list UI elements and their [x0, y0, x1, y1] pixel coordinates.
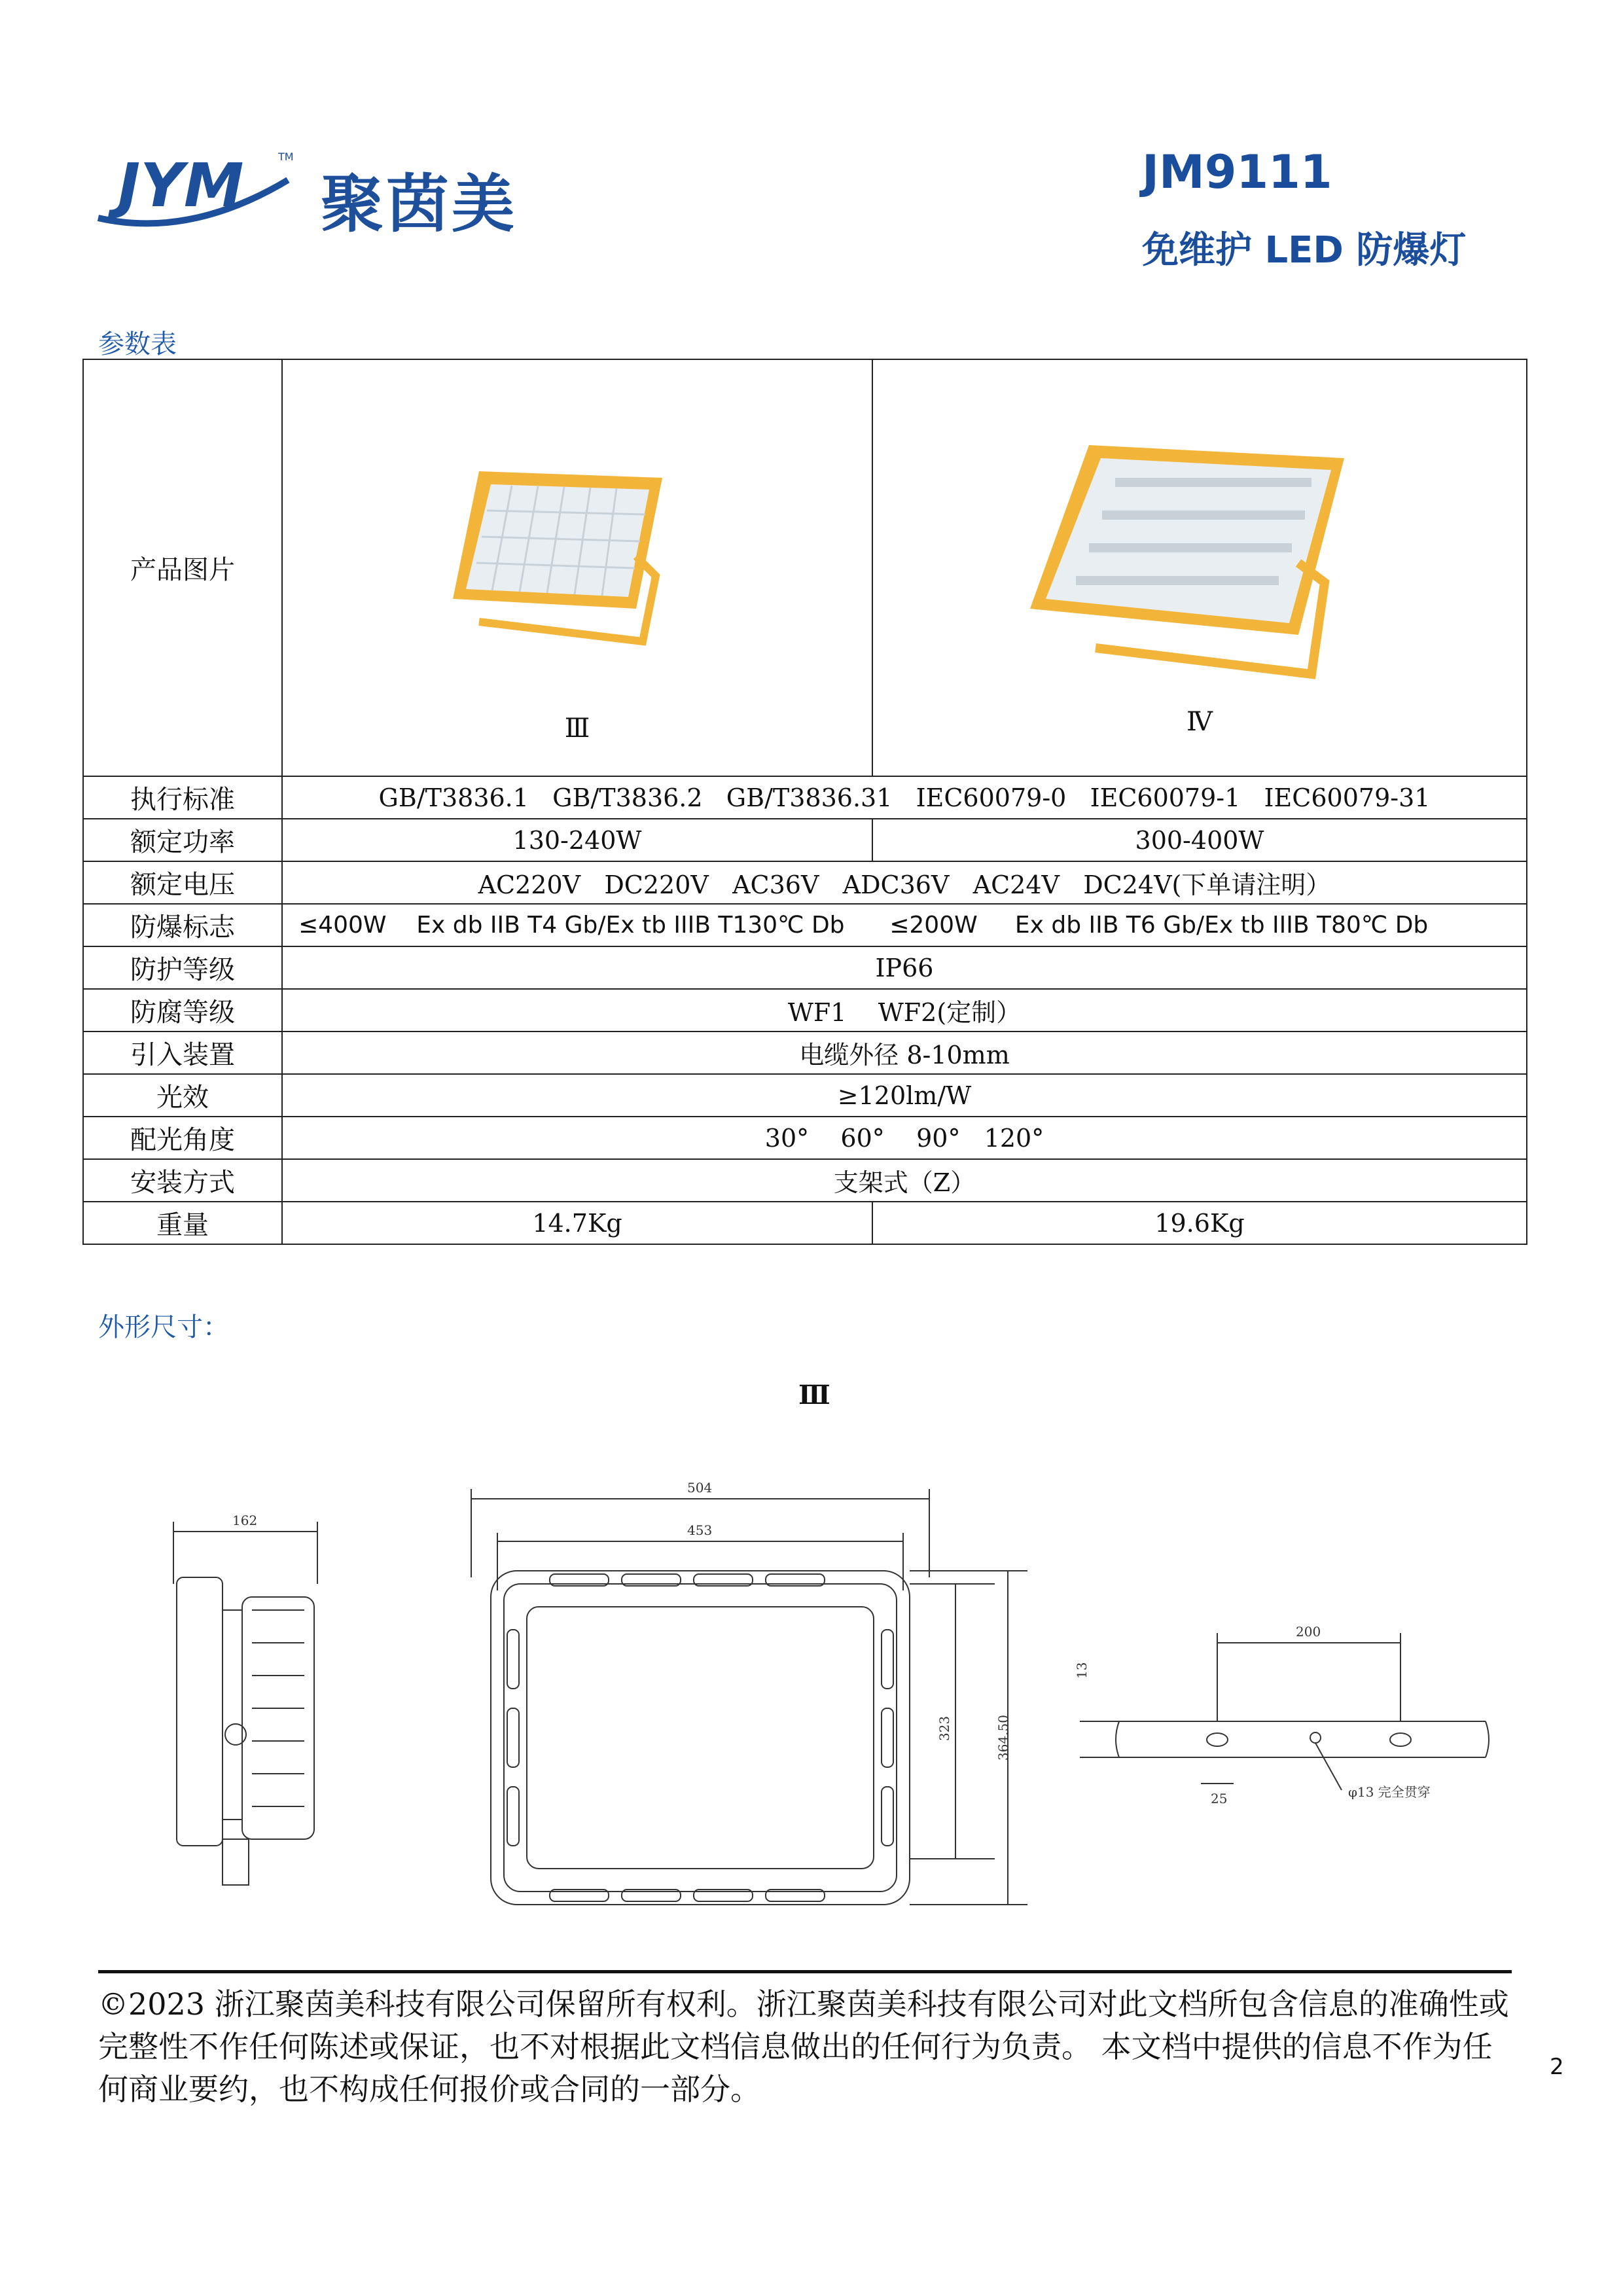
copyright-notice: ©2023 浙江聚茵美科技有限公司保留所有权利。浙江聚茵美科技有限公司对此文档所包含信息的准确性或完整性不作任何陈述或保证，也不对根据此文档信息做出的任何行为负责。 本文档中提供的信息不作为任何商业要约，也不构成任何报价或合同的一部分。 [98, 1986, 1509, 2107]
dim-front-inner-height: 323 [936, 1715, 952, 1741]
hole-note: φ13 完全贯穿 [1348, 1784, 1431, 1800]
row-label: 额定功率 [83, 819, 282, 861]
dim-slot-width: 25 [1211, 1791, 1228, 1806]
row-label: 防腐等级 [83, 989, 282, 1031]
model-number: JM9111 [1142, 145, 1332, 199]
footer-divider [98, 1970, 1512, 1973]
row-label: 产品图片 [83, 359, 282, 776]
spec-table [82, 359, 1527, 1245]
ex-mark-left: ≤400W Ex db IIB T4 Gb/Ex tb IIIB T130℃ Db [298, 912, 845, 939]
row-label: 执行标准 [83, 776, 282, 819]
product-image-cell-3 [282, 359, 872, 776]
svg-text:TM: TM [278, 151, 294, 163]
lamp-3-image [440, 458, 715, 648]
row-value: 电缆外径 8-10mm [282, 1031, 1527, 1074]
table-row [83, 1074, 1527, 1117]
row-label: 光效 [83, 1074, 282, 1117]
row-value: 30° 60° 90° 120° [282, 1117, 1527, 1159]
table-row [83, 1117, 1527, 1159]
row-value: ≥120lm/W [282, 1074, 1527, 1117]
table-row [83, 1159, 1527, 1202]
page-number: 2 [1550, 2054, 1564, 2080]
product-image-cell-4 [872, 359, 1527, 776]
table-row [83, 819, 1527, 861]
model-roman-4: Ⅳ [1186, 707, 1213, 737]
row-label: 额定电压 [83, 861, 282, 904]
dim-front-outer-width: 504 [687, 1480, 713, 1496]
dimension-drawing [98, 1460, 1538, 1931]
table-row [83, 1031, 1527, 1074]
table-row [83, 861, 1527, 904]
dim-front-outer-height: 364.50 [995, 1715, 1011, 1761]
dim-front-inner-width: 453 [687, 1522, 713, 1538]
section-title-params: 参数表 [98, 329, 177, 359]
row-label: 重量 [83, 1202, 282, 1244]
row-label: 配光角度 [83, 1117, 282, 1159]
lamp-4-image [1017, 432, 1370, 681]
row-value: GB/T3836.1 GB/T3836.2 GB/T3836.31 IEC60079-0 IEC60079-1 IEC60079-31 [282, 776, 1527, 819]
row-label: 防爆标志 [83, 904, 282, 946]
dim-side-width: 162 [232, 1513, 258, 1528]
row-value: WF1 WF2(定制） [282, 989, 1527, 1031]
row-value [282, 904, 1527, 946]
row-value: 支架式（Z） [282, 1159, 1527, 1202]
row-label: 安装方式 [83, 1159, 282, 1202]
row-label: 引入装置 [83, 1031, 282, 1074]
mount-detail [1074, 1624, 1489, 1806]
table-row [83, 989, 1527, 1031]
product-title: 免维护 LED 防爆灯 [1142, 229, 1467, 272]
row-value-right: 300-400W [872, 819, 1527, 861]
row-value-right: 19.6Kg [872, 1202, 1527, 1244]
svg-text:JYM: JYM [118, 151, 244, 221]
table-row [83, 776, 1527, 819]
brand-name: 聚茵美 [321, 168, 517, 241]
row-value: IP66 [282, 946, 1527, 989]
table-row [83, 1202, 1527, 1244]
section-title-dimensions: 外形尺寸： [98, 1312, 229, 1342]
jm-logo-icon [92, 141, 301, 239]
side-view [173, 1513, 317, 1885]
dim-mount-thickness: 13 [1074, 1662, 1090, 1679]
dim-mount-spacing: 200 [1296, 1624, 1321, 1640]
ex-mark-right: ≤200W Ex db IIB T6 Gb/Ex tb IIIB T80℃ Db [889, 912, 1429, 939]
row-value-left: 130-240W [282, 819, 872, 861]
front-view [471, 1480, 1027, 1905]
drawing-model-label: Ⅲ [798, 1380, 830, 1410]
table-row [83, 946, 1527, 989]
row-label: 防护等级 [83, 946, 282, 989]
model-roman-3: Ⅲ [564, 713, 590, 744]
row-value-left: 14.7Kg [282, 1202, 872, 1244]
table-row [83, 904, 1527, 946]
row-value: AC220V DC220V AC36V ADC36V AC24V DC24V(下单请注明） [282, 861, 1527, 904]
table-row [83, 359, 1527, 776]
